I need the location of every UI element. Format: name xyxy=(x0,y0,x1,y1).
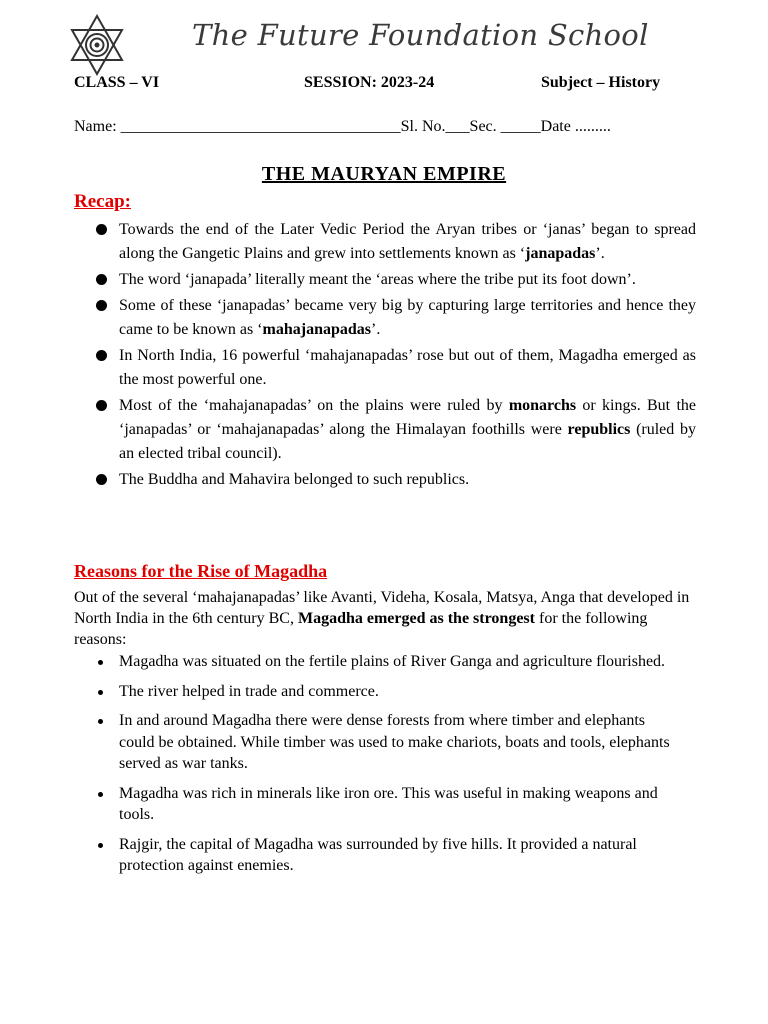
bullet-icon xyxy=(96,400,107,411)
list-item: Most of the ‘mahajanapadas’ on the plains were ruled by monarchs or kings. But the ‘janapadas’ or ‘mahajanapadas’ along the Himalayan foothills were republics (ruled by an elected tribal council). xyxy=(74,394,696,466)
list-item: Towards the end of the Later Vedic Period the Aryan tribes or ‘janas’ began to spread along the Gangetic Plains and grew into settlements known as ‘janapadas’. xyxy=(74,218,696,266)
list-item: Magadha was situated on the fertile plains of River Ganga and agriculture flourished. xyxy=(74,651,674,673)
list-item: Some of these ‘janapadas’ became very big by capturing large territories and hence they came to be known as ‘mahajanapadas’. xyxy=(74,294,696,342)
class-label: CLASS – VI xyxy=(74,74,160,91)
recap-list xyxy=(74,218,696,494)
bullet-icon xyxy=(96,224,107,235)
reasons-intro: Out of the several ‘mahajanapadas’ like Avanti, Videha, Kosala, Matsya, Anga that developed in North India in the 6th century BC, Magadha emerged as the strongest for the following reasons: xyxy=(74,589,690,648)
list-item: The Buddha and Mahavira belonged to such republics. xyxy=(74,468,696,492)
list-item: In North India, 16 powerful ‘mahajanapadas’ rose but out of them, Magadha emerged as the most powerful one. xyxy=(74,344,696,392)
bullet-icon xyxy=(98,660,103,665)
reasons-list xyxy=(74,651,674,885)
session-label: SESSION: 2023-24 xyxy=(304,74,435,91)
bullet-icon xyxy=(98,792,103,797)
page-title: THE MAURYAN EMPIRE xyxy=(261,163,507,185)
bullet-icon xyxy=(98,690,103,695)
list-item: Rajgir, the capital of Magadha was surrounded by five hills. It provided a natural protection against enemies. xyxy=(74,834,674,877)
list-item: In and around Magadha there were dense forests from where timber and elephants could be obtained. While timber was used to make chariots, boats and tools, elephants served as war tanks. xyxy=(74,710,674,775)
student-details-row: Name: ___________________________________Sl. No.___Sec. _____Date ......... xyxy=(74,118,611,135)
class-info-row xyxy=(74,74,676,96)
bullet-icon xyxy=(96,474,107,485)
bullet-icon xyxy=(98,843,103,848)
bullet-icon xyxy=(96,350,107,361)
school-emblem-icon xyxy=(66,14,128,76)
bullet-icon xyxy=(96,300,107,311)
subject-label: Subject – History xyxy=(541,74,661,91)
bullet-icon xyxy=(98,719,103,724)
reasons-heading: Reasons for the Rise of Magadha xyxy=(74,561,328,581)
bullet-icon xyxy=(96,274,107,285)
list-item: Magadha was rich in minerals like iron ore. This was useful in making weapons and tools. xyxy=(74,783,674,826)
list-item: The river helped in trade and commerce. xyxy=(74,681,674,703)
recap-heading: Recap: xyxy=(74,191,131,212)
list-item: The word ‘janapada’ literally meant the ‘areas where the tribe put its foot down’. xyxy=(74,268,696,292)
school-name: The Future Foundation School xyxy=(192,18,649,52)
